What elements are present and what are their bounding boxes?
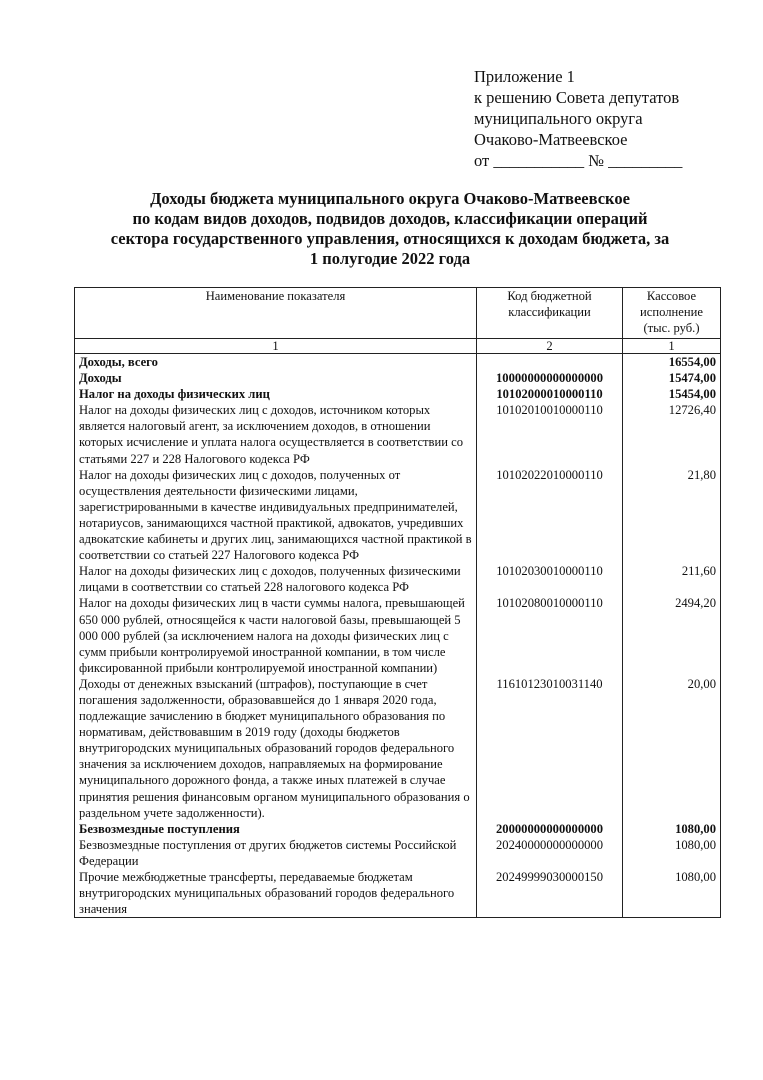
- table-row: [75, 821, 721, 837]
- appendix-block: [474, 66, 744, 171]
- title-line: по кодам видов доходов, подвидов доходов, классификации операций: [132, 209, 648, 228]
- table-row: [75, 467, 721, 564]
- row-code: 10102022010000110: [477, 467, 623, 564]
- title-line: Доходы бюджета муниципального округа Очаково-Матвеевское: [150, 189, 630, 208]
- row-amount: 15474,00: [623, 370, 721, 386]
- row-name: Прочие межбюджетные трансферты, передаваемые бюджетам внутригородских муниципальных образований городов федерального значения: [75, 869, 477, 918]
- table-body: [75, 354, 721, 918]
- column-number-row: [75, 339, 721, 354]
- row-name: Безвозмездные поступления от других бюджетов системы Российской Федерации: [75, 837, 477, 869]
- table-row: [75, 837, 721, 869]
- row-name: Доходы от денежных взысканий (штрафов), поступающие в счет погашения задолженности, образовавшейся до 1 января 2020 года, подлежащие зачислению в бюджет муниципального образования по нормативам, действовавшим в 2019 году (доходы бюджетов внутригородских муниципальных образований городов федерального значения за исключением доходов, направляемых на формирование муниципального дорожного фонда, а также иных платежей в случае принятия решения финансовым органом муниципального образования о раздельном учете задолженности).: [75, 676, 477, 821]
- row-amount: 211,60: [623, 563, 721, 595]
- row-code: 10102030010000110: [477, 563, 623, 595]
- row-name: Налог на доходы физических лиц в части суммы налога, превышающей 650 000 рублей, относящейся к части налоговой базы, превышающей 5 000 000 рублей (за исключением налога на доходы физических лиц с сумм прибыли контролируемой иностранной компании, в том числе фиксированной прибыли контролируемой иностранной компании): [75, 595, 477, 675]
- appendix-line: к решению Совета депутатов: [474, 88, 680, 107]
- table-row: [75, 386, 721, 402]
- row-name: Налог на доходы физических лиц с доходов, полученных физическими лицами в соответствии со статьей 228 налогового кодекса РФ: [75, 563, 477, 595]
- row-name: Налог на доходы физических лиц с доходов, источником которых является налоговый агент, за исключением доходов, в отношении которых исчисление и уплата налога осуществляется в соответствии со статьями 227 и 228 Налогового кодекса РФ: [75, 402, 477, 466]
- row-code: 20000000000000000: [477, 821, 623, 837]
- document-title: [70, 189, 710, 269]
- row-amount: 2494,20: [623, 595, 721, 675]
- row-amount: 1080,00: [623, 869, 721, 918]
- row-amount: 1080,00: [623, 837, 721, 869]
- appendix-line: от ___________ № _________: [474, 151, 683, 170]
- row-name: Налог на доходы физических лиц: [75, 386, 477, 402]
- row-name: Налог на доходы физических лиц с доходов, полученных от осуществления деятельности физическими лицами, зарегистрированными в качестве индивидуальных предпринимателей, нотариусов, занимающихся частной практикой, адвокатов, учредивших адвокатские кабинеты и других лиц, занимающихся частной практикой в соответствии со статьей 227 Налогового кодекса РФ: [75, 467, 477, 564]
- table-row: [75, 563, 721, 595]
- row-code: [477, 354, 623, 371]
- row-amount: 16554,00: [623, 354, 721, 371]
- table-row: [75, 869, 721, 918]
- appendix-line: Приложение 1: [474, 67, 575, 86]
- header-code: Код бюджетной классификации: [477, 288, 623, 339]
- table-header-row: [75, 288, 721, 339]
- row-amount: 12726,40: [623, 402, 721, 466]
- title-line: 1 полугодие 2022 года: [309, 249, 471, 268]
- column-number: 1: [75, 339, 477, 354]
- row-amount: 21,80: [623, 467, 721, 564]
- table-row: [75, 402, 721, 466]
- table-row: [75, 595, 721, 675]
- row-code: 20249999030000150: [477, 869, 623, 918]
- row-code: 10102010010000110: [477, 402, 623, 466]
- row-amount: 20,00: [623, 676, 721, 821]
- appendix-line: муниципального округа: [474, 109, 643, 128]
- row-name: Доходы: [75, 370, 477, 386]
- row-amount: 15454,00: [623, 386, 721, 402]
- table-row: [75, 354, 721, 371]
- row-code: 10102080010000110: [477, 595, 623, 675]
- row-code: 20240000000000000: [477, 837, 623, 869]
- table-row: [75, 370, 721, 386]
- row-amount: 1080,00: [623, 821, 721, 837]
- row-code: 11610123010031140: [477, 676, 623, 821]
- appendix-line: Очаково-Матвеевское: [474, 130, 628, 149]
- title-line: сектора государственного управления, относящихся к доходам бюджета, за: [110, 229, 670, 248]
- table-row: [75, 676, 721, 821]
- column-number: 2: [477, 339, 623, 354]
- income-table: [74, 287, 721, 918]
- row-code: 10000000000000000: [477, 370, 623, 386]
- header-name: Наименование показателя: [75, 288, 477, 339]
- header-amount: Кассовое исполнение (тыс. руб.): [623, 288, 721, 339]
- row-name: Доходы, всего: [75, 354, 477, 371]
- column-number: 1: [623, 339, 721, 354]
- row-code: 10102000010000110: [477, 386, 623, 402]
- row-name: Безвозмездные поступления: [75, 821, 477, 837]
